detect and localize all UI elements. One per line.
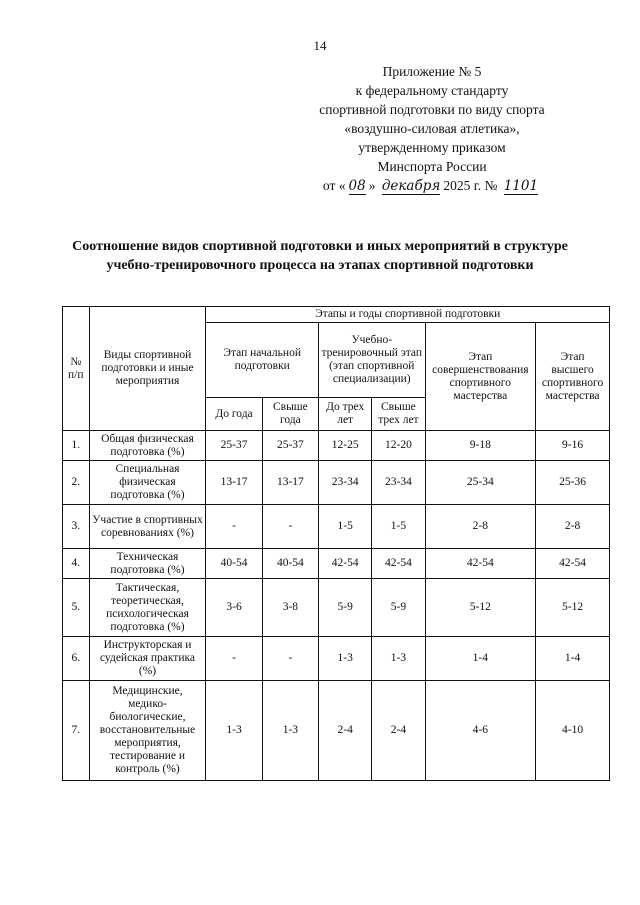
table-row <box>63 579 610 637</box>
row-num: 2. <box>63 461 90 505</box>
appendix-line: «воздушно-силовая атлетика», <box>344 121 520 136</box>
row-value: 1-5 <box>319 505 372 549</box>
table-row <box>63 461 610 505</box>
appendix-line: утвержденному приказом <box>358 140 506 155</box>
row-name: Общая физическая подготовка (%) <box>89 431 206 461</box>
table-row <box>63 681 610 781</box>
row-value: 2-8 <box>425 505 536 549</box>
row-value: 1-4 <box>425 637 536 681</box>
title-line: Соотношение видов спортивной подготовки и иных мероприятий в структуре <box>72 239 568 254</box>
row-value: 2-4 <box>372 681 425 781</box>
row-num: 7. <box>63 681 90 781</box>
row-value: 12-25 <box>319 431 372 461</box>
header-sub-over-three: Свыше трех лет <box>372 398 425 431</box>
row-num: 6. <box>63 637 90 681</box>
row-value: - <box>262 505 318 549</box>
table-row <box>63 637 610 681</box>
row-value: 1-3 <box>262 681 318 781</box>
order-prefix: от « <box>322 178 346 193</box>
training-ratio-table <box>62 306 610 781</box>
appendix-line: спортивной подготовки по виду спорта <box>319 102 545 117</box>
row-value: 5-12 <box>425 579 536 637</box>
appendix-block <box>282 62 582 196</box>
row-value: 1-3 <box>206 681 262 781</box>
header-sub-up-to-year: До года <box>206 398 262 431</box>
row-value: - <box>262 637 318 681</box>
header-stage-training: Учебно-тренировочный этап (этап спортивной специализации) <box>319 323 426 398</box>
order-year: 2025 г. № <box>443 178 498 193</box>
row-value: 5-9 <box>319 579 372 637</box>
appendix-line: Минспорта России <box>377 159 487 174</box>
row-value: 40-54 <box>206 549 262 579</box>
header-sub-over-year: Свыше года <box>262 398 318 431</box>
table-row <box>63 549 610 579</box>
header-sub-up-to-three: До трех лет <box>319 398 372 431</box>
row-value: 9-18 <box>425 431 536 461</box>
row-value: 3-6 <box>206 579 262 637</box>
row-name: Участие в спортивных соревнованиях (%) <box>89 505 206 549</box>
row-value: 25-34 <box>425 461 536 505</box>
row-value: 42-54 <box>536 549 610 579</box>
row-value: 13-17 <box>262 461 318 505</box>
row-value: 42-54 <box>425 549 536 579</box>
order-mid: » <box>368 178 376 193</box>
row-value: 3-8 <box>262 579 318 637</box>
row-value: 40-54 <box>262 549 318 579</box>
header-stage-perfection: Этап совершенствования спортивного мастерства <box>425 323 536 431</box>
row-value: 12-20 <box>372 431 425 461</box>
header-stage-initial: Этап начальной подготовки <box>206 323 319 398</box>
document-title <box>40 237 600 275</box>
row-value: 23-34 <box>372 461 425 505</box>
order-month-handwritten: декабря <box>381 178 441 194</box>
row-value: 23-34 <box>319 461 372 505</box>
header-stages-group: Этапы и годы спортивной подготовки <box>206 307 610 323</box>
header-stage-higher: Этап высшего спортивного мастерства <box>536 323 610 431</box>
row-name: Техническая подготовка (%) <box>89 549 206 579</box>
row-num: 4. <box>63 549 90 579</box>
page-number: 14 <box>313 38 327 53</box>
order-date-line <box>282 176 582 196</box>
row-value: 1-3 <box>372 637 425 681</box>
row-value: - <box>206 505 262 549</box>
row-value: 1-5 <box>372 505 425 549</box>
row-value: 5-12 <box>536 579 610 637</box>
row-value: 4-6 <box>425 681 536 781</box>
row-name: Специальная физическая подготовка (%) <box>89 461 206 505</box>
title-line: учебно-тренировочного процесса на этапах спортивной подготовки <box>106 258 534 273</box>
row-name: Тактическая, теоретическая, психологическая подготовка (%) <box>89 579 206 637</box>
order-day-handwritten: 08 <box>348 178 366 194</box>
row-value: 2-8 <box>536 505 610 549</box>
row-num: 1. <box>63 431 90 461</box>
row-value: 25-37 <box>262 431 318 461</box>
order-number-handwritten: 1101 <box>503 178 539 194</box>
appendix-line: Приложение № 5 <box>382 64 482 79</box>
header-row <box>63 307 610 323</box>
row-num: 3. <box>63 505 90 549</box>
header-kind: Виды спортивной подготовки и иные мероприятия <box>89 307 206 431</box>
header-num: № п/п <box>63 307 90 431</box>
row-name: Медицинские, медико-биологические, восстановительные мероприятия, тестирование и контроль (%) <box>89 681 206 781</box>
table-row <box>63 431 610 461</box>
row-value: 5-9 <box>372 579 425 637</box>
table-row <box>63 505 610 549</box>
row-value: 1-4 <box>536 637 610 681</box>
row-value: 42-54 <box>372 549 425 579</box>
row-value: 25-36 <box>536 461 610 505</box>
row-value: - <box>206 637 262 681</box>
row-value: 42-54 <box>319 549 372 579</box>
row-value: 13-17 <box>206 461 262 505</box>
row-num: 5. <box>63 579 90 637</box>
row-value: 1-3 <box>319 637 372 681</box>
row-value: 9-16 <box>536 431 610 461</box>
appendix-line: к федеральному стандарту <box>355 83 509 98</box>
row-value: 25-37 <box>206 431 262 461</box>
row-name: Инструкторская и судейская практика (%) <box>89 637 206 681</box>
row-value: 2-4 <box>319 681 372 781</box>
row-value: 4-10 <box>536 681 610 781</box>
